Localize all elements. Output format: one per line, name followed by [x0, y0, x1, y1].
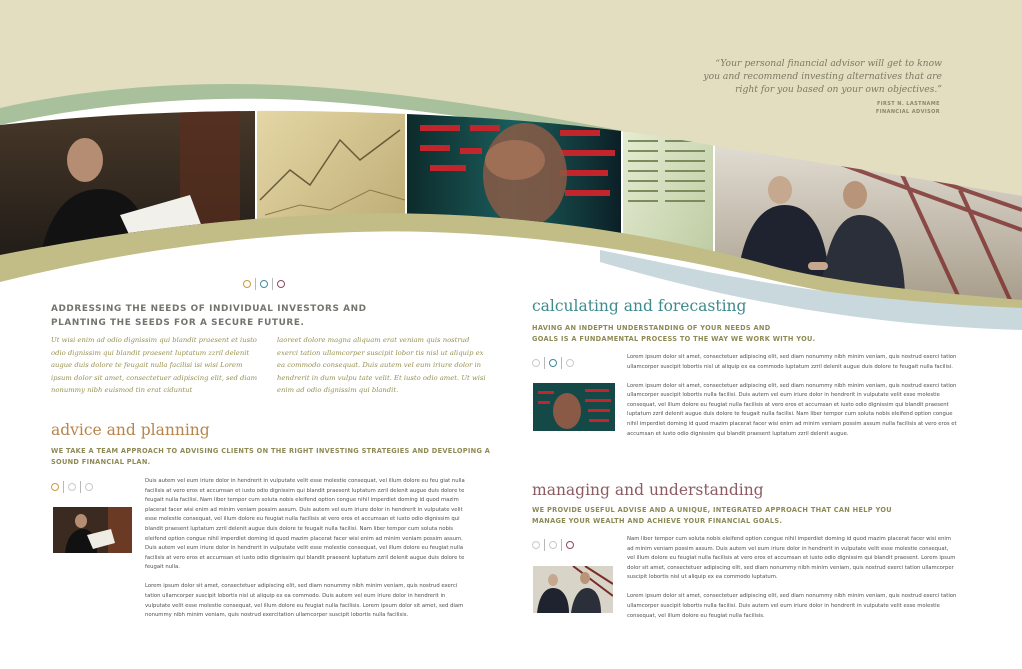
managing-photo [533, 566, 613, 613]
divider-icon [544, 357, 545, 369]
dot-indicator-icon [549, 541, 557, 549]
dot-indicator-icon [532, 359, 540, 367]
advice-subtitle-line: WE TAKE A TEAM APPROACH TO ADVISING CLIENTS ON THE RIGHT INVESTING STRATEGIES AND DEVELOPING A [51, 447, 491, 455]
advice-paragraph: Lorem ipsum dolor sit amet, consectetuer adipiscing elit, sed diam nonummy nibh minim veniam, quis nostrud exerci tation ullamcorper suscipit lobortis nisl ut aliquip ex ea commodo. Duis autem vel eum iriure dolor in hendrerit in vulputate velit esse molestie consequat, vel illum dolore eu feugiat nulla facilisis. Lorem ipsum dolor sit amet, sed diam nonummy nibh minim veniam, quis nostrud exercitation ullamcorper suscipit lobortis nulla facilisis. [145, 583, 464, 619]
forecast-body [627, 353, 957, 449]
quote-attribution [700, 100, 940, 116]
advice-paragraph: Duis autem vel eum iriure dolor in hendrerit in vulputate velit esse molestie consequat, vel illum dolore eu feu giat nulla facilisis at vero eros et accumsan et iusto odio dignissim qui blandit praesent luptatum zzril delenit augue duis dolore te feugait nulla facilisi. Nam liber tempor cum soluta nobis eleifend option congue nihil imperdiet doming id quod mazim placerat facer wisi enim ad minim veniam possim assum. Duis autem vel eum iriure dolor in hendrerit in vulputate velit esse molestie consequat, vel illum dolore eu feugiat nulla facilisis at vero eros et accumsan et iusto odio dignissim qui blandit praesent luptatum zzril delenit augue duis dolore te feugait nulla facilisi. Nam liber tempor cum soluta nobis eleifend option congue nihil imperdiet doming id quod mazim placerat facer wisi enim ad minim veniam possim assum. Duis autem vel eum iriure dolor in hendrerit in vulputate velit esse molestie consequat, vel illum dolore eu feugiat nulla facilisis at vero eros et accumsan et iusto odio dignissim qui blandit praesent luptatum zzril delenit augue duis dolore te feugait nulla. [145, 478, 465, 571]
intro-column-1: Ut wisi enim ad odio dignissim qui blandit praesent et iusto odio dignissim qui blandit praesent luptatum zzril delenit augue duis dolore te feugait nulla facilisi isi wisi Lorem ipsum dolor sit amet, consectetuer adipiscing elit, sed diam nonummy nibh euismod tin erat ciduntut [51, 336, 258, 395]
dot-indicator-icon [260, 280, 268, 288]
managing-subtitle-line: MANAGE YOUR WEALTH AND ACHIEVE YOUR FINANCIAL GOALS. [532, 517, 783, 525]
divider-icon [80, 481, 81, 493]
dot-indicator-forecast [532, 357, 574, 369]
forecast-subtitle-line: GOALS IS A FUNDAMENTAL PROCESS TO THE WAY WE WORK WITH YOU. [532, 335, 816, 343]
advice-body [145, 477, 467, 630]
managing-body [627, 535, 957, 631]
managing-subtitle [532, 505, 892, 527]
divider-icon [255, 278, 256, 290]
divider-icon [272, 278, 273, 290]
dot-indicator-icon [243, 280, 251, 288]
intro-heading-line: ADDRESSING THE NEEDS OF INDIVIDUAL INVESTORS AND [51, 304, 367, 314]
forecast-paragraph: Lorem ipsum dolor sit amet, consectetuer adipiscing elit, sed diam nonummy nibh minim veniam, quis nostrud exerci tation ullamcorper suscipit lobortis nisl ut aliquip ex ea commodo luptatum zzril delenit augue duis dolore te feugait nulla facilisi. [627, 354, 957, 370]
advice-title: advice and planning [51, 421, 210, 439]
intro-column-2: laoreet dolore magna aliquam erat veniam quis nostrud exerci tation ullamcorper suscipit lobor tis nisl ut aliquip ex ea commodo consequat. Duis autem vel eum iriure dolor in hendrerit in dum vulpu tate velit. Et iusto odio amet. Ut wisi enim ad odio dignissim qui blandit. [277, 336, 486, 395]
forecast-subtitle [532, 323, 815, 345]
divider-icon [544, 539, 545, 551]
intro-heading [51, 302, 367, 330]
dot-indicator-banner [243, 278, 285, 290]
dot-indicator-advice [51, 481, 93, 493]
advisor-quote: “Your personal financial advisor will get to know you and recommend investing alternatives that are right for you based on your own objectives.” [703, 58, 942, 95]
forecast-subtitle-line: HAVING AN INDEPTH UNDERSTANDING OF YOUR NEEDS AND [532, 324, 771, 332]
managing-paragraph: Lorem ipsum dolor sit amet, consectetuer adipiscing elit, sed diam nonummy nibh minim veniam, quis nostrud exerci tation ullamcorper suscipit lobortis nulla facilisi. Duis autem vel eum iriure dolor in hendrerit in vulputate velit esse molestie consequat, vel illum dolore eu feugiat nulla facilisis. [627, 593, 957, 619]
divider-icon [561, 539, 562, 551]
managing-paragraph: Nam liber tempor cum soluta nobis eleifend option congue nihil imperdiet doming id quod mazim placerat facer wisi enim ad minim veniam possim assum. Duis autem vel eum iriure dolor in hendrerit in vulputate velit esse molestie consequat, vel illum dolore eu feugiat nulla facilisis at vero eros et accumsan et iusto odio dignissim qui blandit praesent. Lorem ipsum dolor sit amet, consectetuer adipiscing elit, sed diam nonummy nibh minim veniam, quis nostrud exerci tation ullamcorper suscipit lobortis nisl ut aliquip ex ea commodo luptatum. [627, 536, 956, 581]
dot-indicator-icon [549, 359, 557, 367]
advice-photo [53, 507, 132, 553]
dot-indicator-icon [51, 483, 59, 491]
divider-icon [63, 481, 64, 493]
managing-title: managing and understanding [532, 481, 764, 499]
divider-icon [561, 357, 562, 369]
quote-name: FIRST N. LASTNAME [876, 101, 940, 107]
advice-subtitle-line: SOUND FINANCIAL PLAN. [51, 458, 151, 466]
dot-indicator-managing [532, 539, 574, 551]
dot-indicator-icon [68, 483, 76, 491]
dot-indicator-icon [532, 541, 540, 549]
header-banner [0, 0, 1022, 330]
advice-subtitle [51, 446, 490, 468]
forecast-title: calculating and forecasting [532, 297, 747, 315]
forecast-photo [533, 383, 615, 431]
forecast-paragraph: Lorem ipsum dolor sit amet, consectetuer adipiscing elit, sed diam nonummy nibh minim veniam, quis nostrud exerci tation ullamcorper suscipit lobortis nulla facilisi. Duis autem vel eum iriure dolor in hendrerit in vulputate velit esse molestie consequat, vel illum dolore eu feugiat nulla facilisis at vero eros et accumsan et iusto odio dignissim qui blandit praesent luptatum zzril delenit augue duis dolore te feugait nulla facilisi. Nam liber tempor cum soluta nobis eleifend option congue nihil imperdiet doming id quod mazim placerat facer wisi enim ad minim veniam possim assum nulla facilisis at vero eros et accumsan et iusto odio dignissim qui blandit praesent luptatum zzril delenit augue. [627, 382, 957, 437]
managing-subtitle-line: WE PROVIDE USEFUL ADVISE AND A UNIQUE, INTEGRATED APPROACH THAT CAN HELP YOU [532, 506, 892, 514]
intro-heading-line: PLANTING THE SEEDS FOR A SECURE FUTURE. [51, 318, 305, 328]
quote-role: FINANCIAL ADVISOR [875, 109, 940, 115]
dot-indicator-icon [277, 280, 285, 288]
dot-indicator-icon [85, 483, 93, 491]
dot-indicator-icon [566, 359, 574, 367]
dot-indicator-icon [566, 541, 574, 549]
